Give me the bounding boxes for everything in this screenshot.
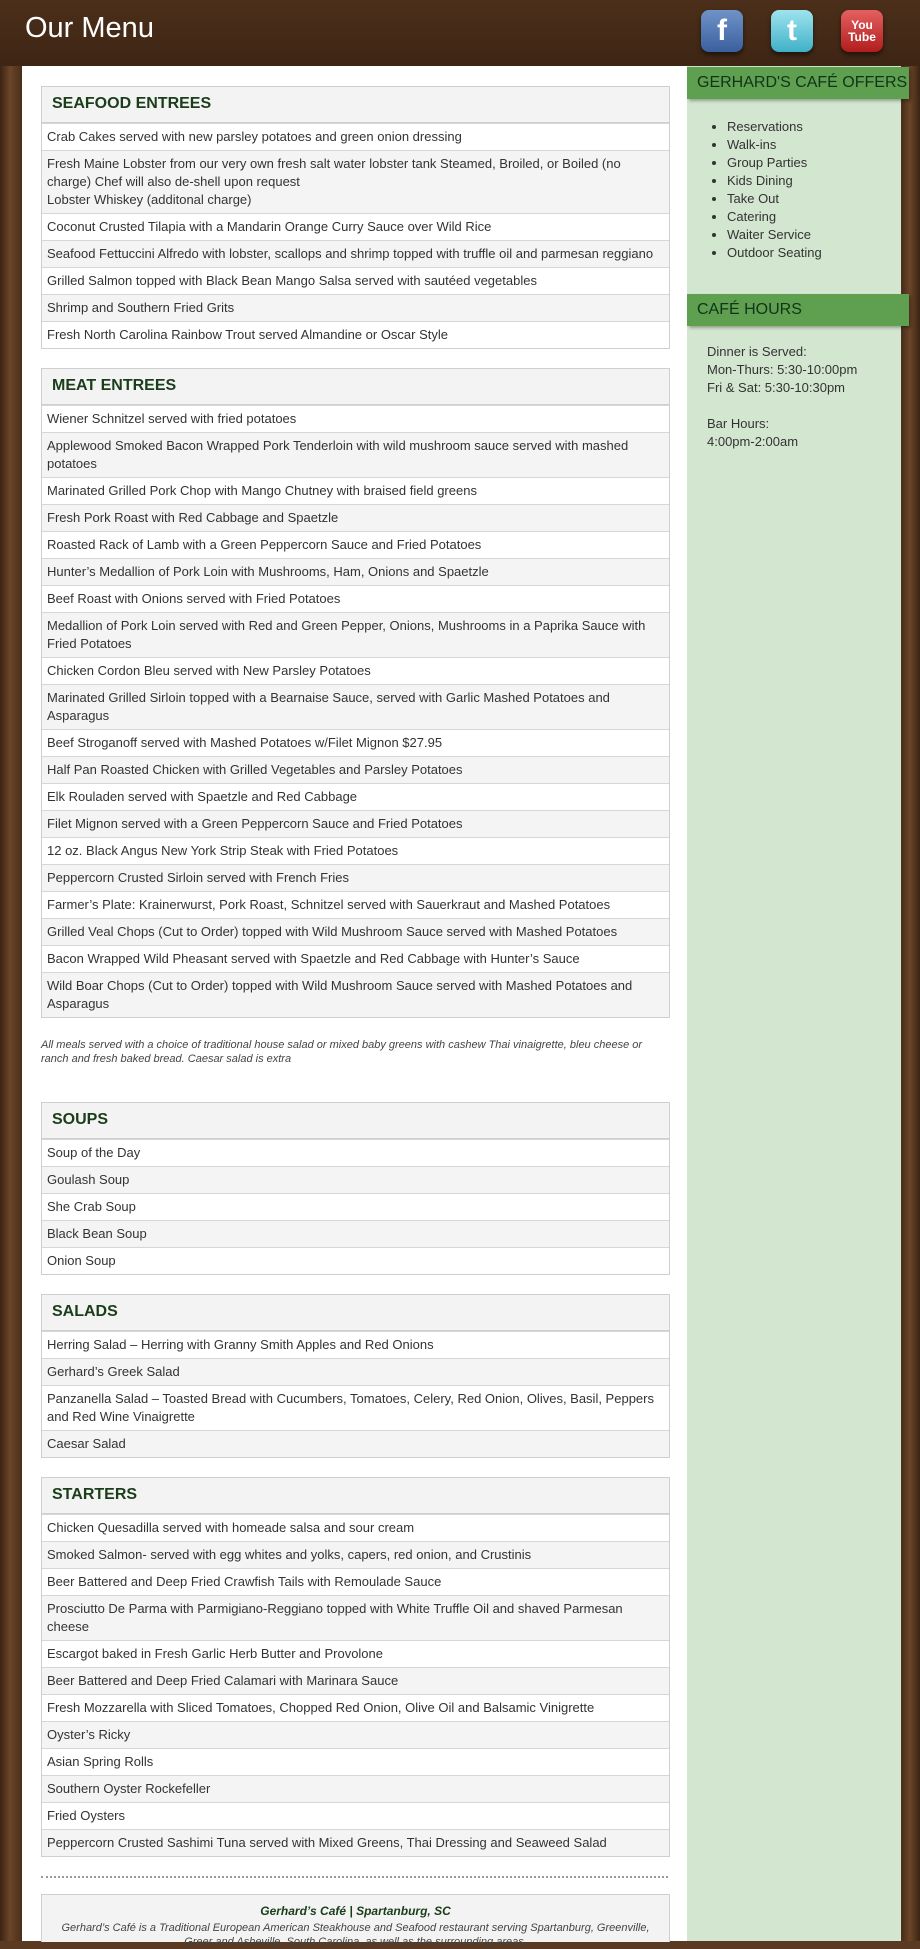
- menu-item: Roasted Rack of Lamb with a Green Peppercorn Sauce and Fried Potatoes: [42, 531, 669, 558]
- section-title: SALADS: [42, 1295, 669, 1331]
- footer-divider: [41, 1876, 668, 1878]
- offer-item: • Take Out: [727, 190, 822, 208]
- seafood-entrees-section: [41, 86, 670, 349]
- menu-item: Bacon Wrapped Wild Pheasant served with Spaetzle and Red Cabbage with Hunter’s Sauce: [42, 945, 669, 972]
- site-header: [0, 0, 920, 66]
- menu-item: Smoked Salmon- served with egg whites and yolks, capers, red onion, and Crustinis: [42, 1541, 669, 1568]
- menu-item: Chicken Cordon Bleu served with New Parsley Potatoes: [42, 657, 669, 684]
- menu-item: Chicken Quesadilla served with homeade salsa and sour cream: [42, 1514, 669, 1541]
- menu-item: Coconut Crusted Tilapia with a Mandarin Orange Curry Sauce over Wild Rice: [42, 213, 669, 240]
- menu-item: Wiener Schnitzel served with fried potatoes: [42, 405, 669, 432]
- menu-item: Caesar Salad: [42, 1430, 669, 1457]
- menu-item: Marinated Grilled Pork Chop with Mango Chutney with braised field greens: [42, 477, 669, 504]
- menu-item: Grilled Salmon topped with Black Bean Mango Salsa served with sautéed vegetables: [42, 267, 669, 294]
- menu-item: Half Pan Roasted Chicken with Grilled Vegetables and Parsley Potatoes: [42, 756, 669, 783]
- offer-item: • Outdoor Seating: [727, 244, 822, 262]
- footer-text: Gerhard’s Café is a Traditional European American Steakhouse and Seafood restaurant serving Spartanburg, Greenville, Greer and Asheville, South Carolina, as well as the surrounding areas.: [61, 1922, 650, 1948]
- menu-item: Filet Mignon served with a Green Peppercorn Sauce and Fried Potatoes: [42, 810, 669, 837]
- spacer: [707, 397, 857, 415]
- offer-item: • Kids Dining: [727, 172, 822, 190]
- menu-item: 12 oz. Black Angus New York Strip Steak with Fried Potatoes: [42, 837, 669, 864]
- menu-item: Crab Cakes served with new parsley potatoes and green onion dressing: [42, 123, 669, 150]
- menu-item: Elk Rouladen served with Spaetzle and Red Cabbage: [42, 783, 669, 810]
- facebook-icon[interactable]: f: [701, 10, 743, 52]
- menu-item: Hunter’s Medallion of Pork Loin with Mushrooms, Ham, Onions and Spaetzle: [42, 558, 669, 585]
- site-footer: [41, 1894, 670, 1948]
- menu-item: Escargot baked in Fresh Garlic Herb Butter and Provolone: [42, 1640, 669, 1667]
- menu-item: Beer Battered and Deep Fried Calamari with Marinara Sauce: [42, 1667, 669, 1694]
- menu-item: Medallion of Pork Loin served with Red and Green Pepper, Onions, Mushrooms in a Paprika Sauce with Fried Potatoes: [42, 612, 669, 657]
- menu-item: Applewood Smoked Bacon Wrapped Pork Tenderloin with wild mushroom sauce served with mashed potatoes: [42, 432, 669, 477]
- menu-item-text: Fresh Maine Lobster from our very own fresh salt water lobster tank Steamed, Broiled, or Boiled (no charge) Chef will also de-shell upon request: [47, 156, 621, 189]
- page-title: Our Menu: [25, 12, 154, 44]
- offers-list: [707, 118, 822, 262]
- menu-item: Prosciutto De Parma with Parmigiano-Reggiano topped with White Truffle Oil and shaved Parmesan cheese: [42, 1595, 669, 1640]
- menu-item: Black Bean Soup: [42, 1220, 669, 1247]
- menu-item: Peppercorn Crusted Sirloin served with French Fries: [42, 864, 669, 891]
- section-title: SOUPS: [42, 1103, 669, 1139]
- menu-item: Panzanella Salad – Toasted Bread with Cucumbers, Tomatoes, Celery, Red Onion, Olives, Basil, Peppers and Red Wine Vinaigrette: [42, 1385, 669, 1430]
- twitter-icon[interactable]: t: [771, 10, 813, 52]
- menu-item: Onion Soup: [42, 1247, 669, 1274]
- menu-item: Beef Stroganoff served with Mashed Potatoes w/Filet Mignon $27.95: [42, 729, 669, 756]
- meat-entrees-section: [41, 368, 670, 1018]
- youtube-icon-text-1: You: [851, 18, 873, 32]
- youtube-icon-text-2: Tube: [848, 30, 876, 44]
- menu-item: Herring Salad – Herring with Granny Smith Apples and Red Onions: [42, 1331, 669, 1358]
- menu-item: [42, 150, 669, 213]
- menu-item: Goulash Soup: [42, 1166, 669, 1193]
- menu-item: Grilled Veal Chops (Cut to Order) topped with Wild Mushroom Sauce served with Mashed Potatoes: [42, 918, 669, 945]
- menu-item: Fried Oysters: [42, 1802, 669, 1829]
- youtube-icon[interactable]: [841, 10, 883, 52]
- menu-item: Southern Oyster Rockefeller: [42, 1775, 669, 1802]
- menu-item-text: Lobster Whiskey (additonal charge): [47, 192, 252, 207]
- fri-sat-hours: Fri & Sat: 5:30-10:30pm: [707, 380, 846, 395]
- meals-note: All meals served with a choice of traditional house salad or mixed baby greens with cashew Thai vinaigrette, bleu cheese or ranch and fresh baked bread. Caesar salad is extra: [41, 1039, 643, 1065]
- hours-heading: CAFÉ HOURS: [687, 294, 909, 326]
- menu-item: Oyster’s Ricky: [42, 1721, 669, 1748]
- starters-section: [41, 1477, 670, 1857]
- footer-title: Gerhard’s Café | Spartanburg, SC: [260, 1904, 451, 1918]
- section-title: SEAFOOD ENTREES: [42, 87, 669, 123]
- menu-item: Fresh Mozzarella with Sliced Tomatoes, Chopped Red Onion, Olive Oil and Balsamic Vinigrette: [42, 1694, 669, 1721]
- menu-item: Peppercorn Crusted Sashimi Tuna served with Mixed Greens, Thai Dressing and Seaweed Salad: [42, 1829, 669, 1856]
- menu-item: Beer Battered and Deep Fried Crawfish Tails with Remoulade Sauce: [42, 1568, 669, 1595]
- hours-block: [707, 343, 857, 451]
- dinner-label: Dinner is Served:: [707, 344, 807, 359]
- offers-heading: GERHARD'S CAFÉ OFFERS: [687, 67, 909, 99]
- mon-thurs-hours: Mon-Thurs: 5:30-10:00pm: [707, 362, 858, 377]
- menu-item: Farmer’s Plate: Krainerwurst, Pork Roast, Schnitzel served with Sauerkraut and Mashed Potatoes: [42, 891, 669, 918]
- soups-section: [41, 1102, 670, 1275]
- offer-item: • Waiter Service: [727, 226, 822, 244]
- section-title: STARTERS: [42, 1478, 669, 1514]
- menu-item: She Crab Soup: [42, 1193, 669, 1220]
- menu-item: Fresh Pork Roast with Red Cabbage and Spaetzle: [42, 504, 669, 531]
- bar-hours: 4:00pm-2:00am: [707, 434, 799, 449]
- bar-label: Bar Hours:: [707, 416, 770, 431]
- menu-item: Wild Boar Chops (Cut to Order) topped with Wild Mushroom Sauce served with Mashed Potatoes and Asparagus: [42, 972, 669, 1017]
- offer-item: • Walk-ins: [727, 136, 822, 154]
- menu-item: Asian Spring Rolls: [42, 1748, 669, 1775]
- offer-item: • Group Parties: [727, 154, 822, 172]
- menu-item: Soup of the Day: [42, 1139, 669, 1166]
- section-title: MEAT ENTREES: [42, 369, 669, 405]
- menu-item: Marinated Grilled Sirloin topped with a Bearnaise Sauce, served with Garlic Mashed Potatoes and Asparagus: [42, 684, 669, 729]
- offer-item: • Reservations: [727, 118, 822, 136]
- salads-section: [41, 1294, 670, 1458]
- offer-item: • Catering: [727, 208, 822, 226]
- menu-item: Seafood Fettuccini Alfredo with lobster, scallops and shrimp topped with truffle oil and parmesan reggiano: [42, 240, 669, 267]
- menu-item: Fresh North Carolina Rainbow Trout served Almandine or Oscar Style: [42, 321, 669, 348]
- menu-item: Gerhard’s Greek Salad: [42, 1358, 669, 1385]
- menu-item: Beef Roast with Onions served with Fried Potatoes: [42, 585, 669, 612]
- menu-item: Shrimp and Southern Fried Grits: [42, 294, 669, 321]
- menu-content: [22, 66, 687, 1948]
